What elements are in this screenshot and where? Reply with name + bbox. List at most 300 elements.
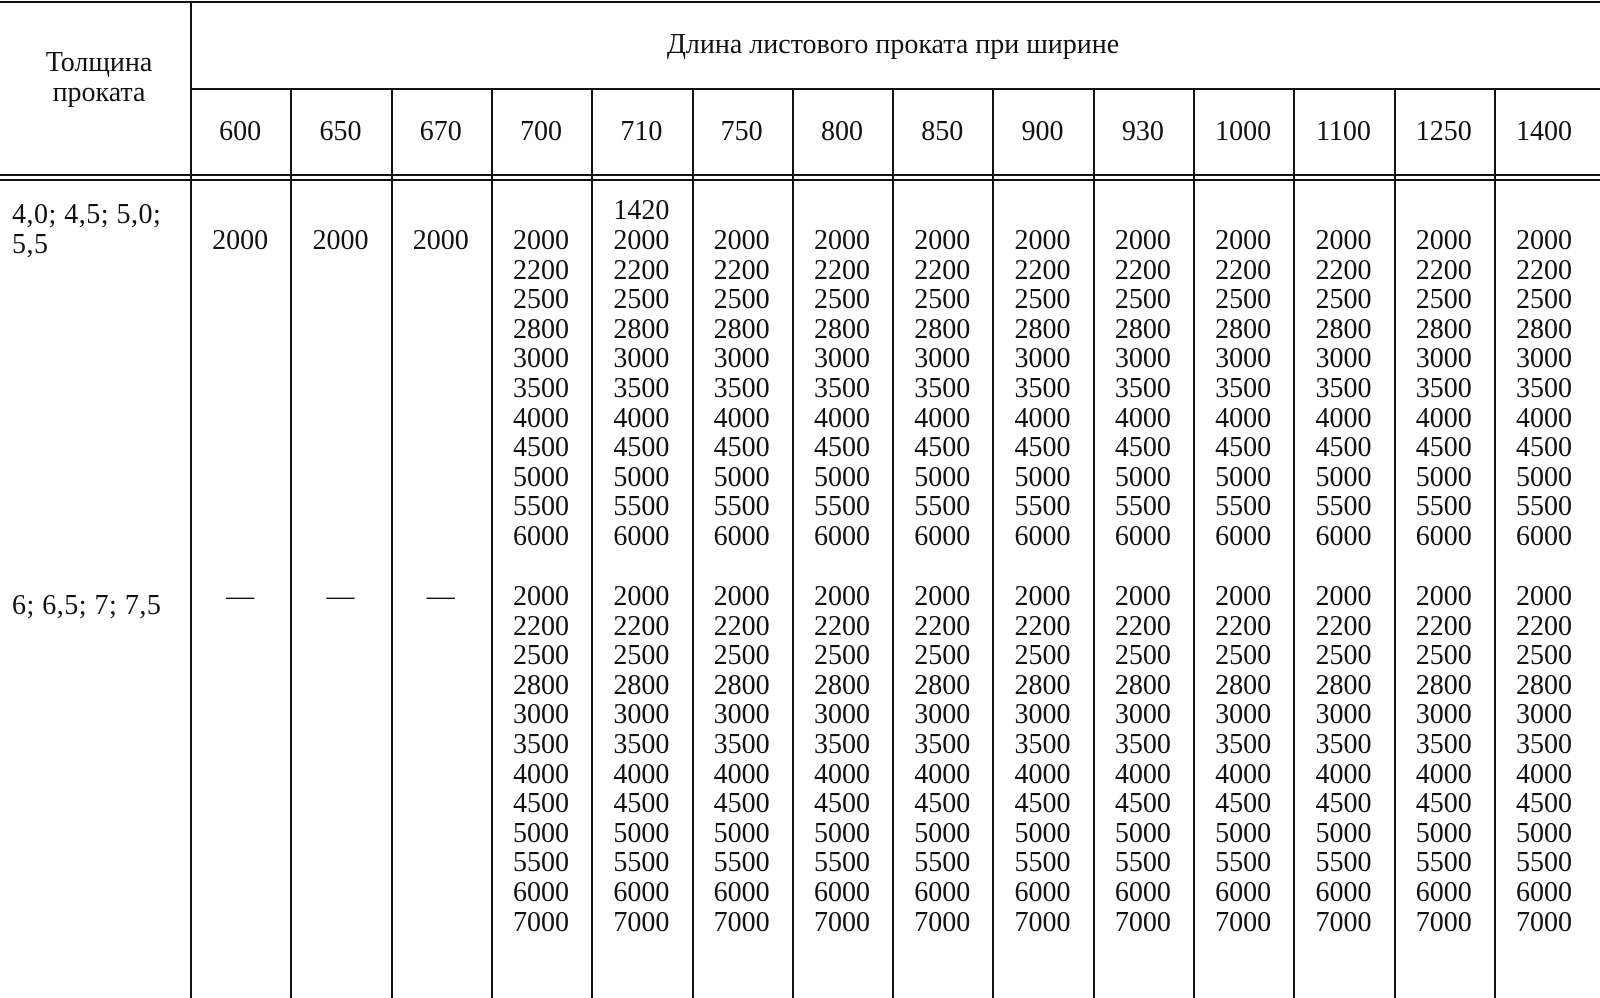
length-value: 2200 — [1014, 610, 1071, 642]
length-value: 5500 — [1516, 491, 1573, 523]
table-cell — [1198, 582, 1288, 937]
length-value: 4000 — [1114, 758, 1171, 790]
width-header-650: 650 — [319, 116, 362, 147]
length-value: 2000 — [1114, 225, 1171, 256]
length-value: 3000 — [1114, 699, 1171, 731]
length-value: 5500 — [914, 491, 971, 523]
length-value: 5500 — [1315, 491, 1372, 523]
length-value: 2800 — [1014, 669, 1071, 701]
length-value: 7000 — [513, 906, 570, 938]
length-value: 5000 — [1315, 461, 1372, 493]
length-value: 2000 — [713, 225, 770, 256]
length-value: 5500 — [1014, 491, 1071, 523]
length-value: 5500 — [1114, 847, 1171, 879]
length-value: 4500 — [1114, 788, 1171, 820]
length-value: 3500 — [1415, 728, 1472, 760]
length-value: 2000 — [1516, 581, 1573, 612]
width-header-750: 750 — [720, 116, 763, 147]
length-value: 4500 — [1114, 432, 1171, 464]
length-value: 2000 — [713, 581, 770, 612]
length-value: 2800 — [1415, 313, 1472, 345]
length-value: 6000 — [1014, 876, 1071, 908]
table-cell — [1098, 226, 1188, 552]
width-header-710: 710 — [620, 116, 663, 147]
length-value: 6000 — [1315, 520, 1372, 552]
length-value: 2000 — [1014, 581, 1071, 612]
length-value: 2000 — [1415, 581, 1472, 612]
length-value: 4500 — [513, 432, 570, 464]
length-value: 3000 — [1215, 699, 1272, 731]
length-value: 2800 — [1315, 669, 1372, 701]
length-value: 4000 — [1014, 402, 1071, 434]
thickness-header — [34, 48, 164, 108]
length-header: Длина листового проката при ширине — [666, 29, 1120, 60]
length-value: 7000 — [613, 906, 670, 938]
length-value: 5500 — [813, 847, 870, 879]
length-value: 2800 — [1114, 313, 1171, 345]
table-cell — [396, 582, 486, 612]
column-rule — [290, 88, 292, 998]
length-value: 4500 — [1014, 788, 1071, 820]
length-value: 2200 — [914, 610, 971, 642]
length-value: 3500 — [1114, 728, 1171, 760]
width-header-800: 800 — [820, 116, 863, 147]
length-value: 2000 — [212, 225, 269, 256]
length-value: 4500 — [1315, 788, 1372, 820]
length-value: 3000 — [1014, 699, 1071, 731]
length-value: 3500 — [1014, 372, 1071, 404]
length-value: 2000 — [1415, 225, 1472, 256]
length-value: 2200 — [813, 254, 870, 286]
length-value: 2500 — [914, 284, 971, 316]
length-value: 2200 — [1215, 254, 1272, 286]
length-value: 3000 — [914, 699, 971, 731]
length-value: 6000 — [1014, 520, 1071, 552]
length-value: 5500 — [1315, 847, 1372, 879]
length-value: 4000 — [914, 402, 971, 434]
table-cell — [697, 226, 787, 552]
length-value: 2800 — [1215, 313, 1272, 345]
length-value: 6000 — [1415, 520, 1472, 552]
length-value: 2800 — [1114, 669, 1171, 701]
length-value: 4000 — [1516, 402, 1573, 434]
length-value: 3500 — [1516, 728, 1573, 760]
length-value: 2000 — [914, 225, 971, 256]
length-value: 3000 — [1516, 699, 1573, 731]
column-rule — [792, 88, 794, 998]
length-value: 7000 — [1114, 906, 1171, 938]
length-value: 6000 — [613, 876, 670, 908]
length-value: 2500 — [914, 640, 971, 672]
length-value: 2200 — [1516, 254, 1573, 286]
length-value: 3500 — [914, 728, 971, 760]
length-value: 5500 — [1215, 491, 1272, 523]
length-value: — — [426, 581, 455, 612]
length-value: 4000 — [1315, 402, 1372, 434]
length-value: 7000 — [1315, 906, 1372, 938]
length-value: 5000 — [1516, 817, 1573, 849]
length-value: 6000 — [813, 876, 870, 908]
length-value: 2800 — [813, 313, 870, 345]
length-value: 6000 — [813, 520, 870, 552]
length-value: 5500 — [1516, 847, 1573, 879]
length-value: 3000 — [1315, 699, 1372, 731]
column-rule — [1494, 88, 1496, 998]
length-value: 3000 — [713, 343, 770, 375]
table-cell — [295, 582, 385, 612]
table-top-rule — [0, 1, 1600, 3]
length-value: 3000 — [1215, 343, 1272, 375]
length-value: 2500 — [1415, 284, 1472, 316]
thickness-label: 6; 6,5; 7; 7,5 — [12, 590, 162, 621]
length-value: 3500 — [1516, 372, 1573, 404]
column-rule — [491, 88, 493, 998]
table-cell — [897, 226, 987, 552]
column-rule — [1093, 88, 1095, 998]
length-value: 6000 — [1114, 520, 1171, 552]
length-value: 2500 — [813, 284, 870, 316]
length-value: 4000 — [713, 758, 770, 790]
length-value: 4000 — [1415, 758, 1472, 790]
length-value: 4000 — [613, 402, 670, 434]
table-cell — [1298, 226, 1388, 552]
length-value: 7000 — [1415, 906, 1472, 938]
length-value: 4500 — [813, 788, 870, 820]
table-cell — [797, 226, 887, 552]
length-value: 3000 — [513, 343, 570, 375]
length-value: 3000 — [713, 699, 770, 731]
length-value: 5000 — [713, 817, 770, 849]
table-cell — [897, 582, 987, 937]
length-value: 2200 — [1114, 610, 1171, 642]
length-value: 2800 — [813, 669, 870, 701]
table-cell — [496, 226, 586, 552]
length-value: 4000 — [513, 758, 570, 790]
length-value: 3500 — [813, 728, 870, 760]
length-value: 5000 — [513, 817, 570, 849]
table-cell — [998, 582, 1088, 937]
length-value: 3500 — [613, 372, 670, 404]
table-cell — [1499, 582, 1589, 937]
length-value: 2500 — [1215, 640, 1272, 672]
length-value: 4500 — [513, 788, 570, 820]
length-value: 3000 — [813, 343, 870, 375]
length-value: 3000 — [1114, 343, 1171, 375]
length-value: 4000 — [1215, 402, 1272, 434]
length-value: 5000 — [1516, 461, 1573, 493]
width-header-1100: 1100 — [1315, 116, 1371, 147]
length-value: 2800 — [1516, 313, 1573, 345]
length-value: 6000 — [613, 520, 670, 552]
length-value: 5500 — [1114, 491, 1171, 523]
length-value: 2000 — [513, 581, 570, 612]
width-header-600: 600 — [219, 116, 262, 147]
length-value: 2500 — [1014, 640, 1071, 672]
length-value: 2500 — [1215, 284, 1272, 316]
length-value: 3500 — [1315, 372, 1372, 404]
length-value: 2200 — [713, 254, 770, 286]
length-value: 2000 — [1215, 581, 1272, 612]
table-cell — [596, 582, 686, 937]
length-value: 2000 — [1315, 225, 1372, 256]
length-value: 3000 — [613, 699, 670, 731]
length-value: 3000 — [613, 343, 670, 375]
length-value: 2500 — [1114, 640, 1171, 672]
length-value: 2500 — [1415, 640, 1472, 672]
length-value: 3000 — [1516, 343, 1573, 375]
length-value: 2200 — [1114, 254, 1171, 286]
length-value: 2200 — [1415, 254, 1472, 286]
length-value: 3000 — [813, 699, 870, 731]
column-rule — [692, 88, 694, 998]
length-value: 5500 — [1415, 847, 1472, 879]
length-value: 5000 — [1315, 817, 1372, 849]
column-rule — [992, 88, 994, 998]
length-value: 7000 — [1516, 906, 1573, 938]
length-value: 3000 — [1014, 343, 1071, 375]
length-value: 2200 — [1014, 254, 1071, 286]
length-value: 2200 — [713, 610, 770, 642]
length-value: 3500 — [1215, 728, 1272, 760]
length-value: 2500 — [1315, 284, 1372, 316]
table-cell — [797, 582, 887, 937]
length-value: 4500 — [1415, 432, 1472, 464]
length-value: 5000 — [613, 817, 670, 849]
length-value: 4000 — [1014, 758, 1071, 790]
length-value: 5500 — [613, 847, 670, 879]
table-cell — [1298, 582, 1388, 937]
length-value: 4000 — [813, 402, 870, 434]
length-value: 2800 — [613, 669, 670, 701]
length-value: 5500 — [513, 491, 570, 523]
length-value: 5000 — [1415, 461, 1472, 493]
length-value: 5500 — [1215, 847, 1272, 879]
length-value: 4500 — [713, 432, 770, 464]
table-cell — [496, 582, 586, 937]
table-cell — [697, 582, 787, 937]
length-value: 2000 — [613, 581, 670, 612]
table-cell — [998, 226, 1088, 552]
length-value: 4000 — [1215, 758, 1272, 790]
header-divider-rule — [190, 88, 1600, 90]
length-value: 2200 — [1315, 610, 1372, 642]
length-value: 5000 — [613, 461, 670, 493]
length-value: 2800 — [1215, 669, 1272, 701]
table-cell — [1399, 226, 1489, 552]
length-value: 2000 — [312, 225, 369, 256]
length-value: 5000 — [813, 817, 870, 849]
length-value: 2800 — [1516, 669, 1573, 701]
length-value: 2500 — [513, 640, 570, 672]
length-value: 5000 — [1215, 817, 1272, 849]
length-value: 3500 — [513, 372, 570, 404]
thickness-header-text: Толщина проката — [45, 47, 153, 108]
length-value: 1420 — [613, 195, 670, 227]
length-value: 2200 — [513, 610, 570, 642]
length-value: 5500 — [513, 847, 570, 879]
length-value: 6000 — [1215, 876, 1272, 908]
length-value: 2500 — [1516, 284, 1573, 316]
width-header-1400: 1400 — [1516, 116, 1573, 147]
table-cell — [295, 226, 385, 256]
length-value: 4000 — [914, 758, 971, 790]
width-header-930: 930 — [1121, 116, 1164, 147]
length-value: 2800 — [713, 313, 770, 345]
length-value: 2500 — [713, 284, 770, 316]
length-value: 4500 — [613, 432, 670, 464]
length-value: 5000 — [1215, 461, 1272, 493]
length-value: 2800 — [914, 669, 971, 701]
table-cell — [195, 226, 285, 256]
length-value: 2500 — [1315, 640, 1372, 672]
length-value: 2800 — [1014, 313, 1071, 345]
column-rule — [1193, 88, 1195, 998]
length-value: 2200 — [613, 254, 670, 286]
thickness-label: 4,0; 4,5; 5,0; 5,5 — [12, 199, 162, 260]
length-value: 3500 — [613, 728, 670, 760]
length-value: 3000 — [1415, 343, 1472, 375]
length-value: 4000 — [713, 402, 770, 434]
length-value: 2800 — [613, 313, 670, 345]
column-rule — [892, 88, 894, 998]
length-value: 6000 — [1315, 876, 1372, 908]
length-value: 6000 — [513, 520, 570, 552]
length-value: 3500 — [1114, 372, 1171, 404]
length-value: 4000 — [1516, 758, 1573, 790]
length-value: 2800 — [1415, 669, 1472, 701]
length-value: 3500 — [914, 372, 971, 404]
length-value: — — [226, 581, 255, 612]
length-value: 2000 — [1014, 225, 1071, 256]
table-cell — [1499, 226, 1589, 552]
length-value: 3500 — [513, 728, 570, 760]
length-value: 2800 — [914, 313, 971, 345]
length-value: 2200 — [813, 610, 870, 642]
length-value: 2500 — [513, 284, 570, 316]
length-value: 5500 — [713, 847, 770, 879]
length-value: 5000 — [713, 461, 770, 493]
length-value: 2200 — [513, 254, 570, 286]
length-value: 2800 — [513, 669, 570, 701]
length-value: 6000 — [713, 520, 770, 552]
length-value: 3500 — [713, 728, 770, 760]
length-value: 5000 — [1415, 817, 1472, 849]
width-header-1000: 1000 — [1215, 116, 1272, 147]
length-value: 2200 — [1215, 610, 1272, 642]
length-value: 2000 — [513, 225, 570, 256]
length-value: 4500 — [1014, 432, 1071, 464]
length-value: 5500 — [1014, 847, 1071, 879]
length-value: 2000 — [1215, 225, 1272, 256]
length-value: 5000 — [1014, 817, 1071, 849]
length-value: 2500 — [1114, 284, 1171, 316]
width-header-900: 900 — [1021, 116, 1064, 147]
length-value: 5000 — [914, 817, 971, 849]
length-value: 5500 — [914, 847, 971, 879]
length-value: 2500 — [713, 640, 770, 672]
table-cell — [195, 582, 285, 612]
length-value: 2000 — [1315, 581, 1372, 612]
width-header-670: 670 — [419, 116, 462, 147]
width-header-1250: 1250 — [1415, 116, 1472, 147]
length-value: 3500 — [813, 372, 870, 404]
thickness-column-rule — [190, 1, 192, 998]
length-value: 7000 — [713, 906, 770, 938]
width-header-850: 850 — [921, 116, 964, 147]
length-value: 2500 — [1516, 640, 1573, 672]
length-value: 2800 — [1315, 313, 1372, 345]
length-value: 3000 — [513, 699, 570, 731]
length-value: 7000 — [914, 906, 971, 938]
length-value: 2800 — [513, 313, 570, 345]
length-value: 2500 — [813, 640, 870, 672]
length-value: 4000 — [513, 402, 570, 434]
length-value: 4500 — [914, 432, 971, 464]
length-value: 4000 — [1315, 758, 1372, 790]
length-value: 6000 — [914, 520, 971, 552]
length-value: 3000 — [914, 343, 971, 375]
length-value: 5000 — [914, 461, 971, 493]
length-value: 4500 — [713, 788, 770, 820]
length-value: 4500 — [613, 788, 670, 820]
length-value: 6000 — [1415, 876, 1472, 908]
length-value: 5500 — [613, 491, 670, 523]
table-cell — [1098, 582, 1188, 937]
length-value: 2200 — [1415, 610, 1472, 642]
length-value: 4500 — [1215, 788, 1272, 820]
length-value: 2000 — [412, 225, 469, 256]
length-value: 5500 — [1415, 491, 1472, 523]
header-bottom-rule-double — [0, 179, 1600, 181]
length-value: 3500 — [713, 372, 770, 404]
length-value: 2000 — [813, 225, 870, 256]
length-value: 5500 — [713, 491, 770, 523]
length-value: 2000 — [613, 224, 670, 256]
length-value: 4500 — [1215, 432, 1272, 464]
table-cell — [396, 226, 486, 256]
length-value: 3500 — [1215, 372, 1272, 404]
length-value: 6000 — [713, 876, 770, 908]
length-value: 2200 — [914, 254, 971, 286]
length-value: 2800 — [713, 669, 770, 701]
table-cell — [596, 196, 686, 551]
length-value: 5000 — [1114, 817, 1171, 849]
width-header-700: 700 — [520, 116, 563, 147]
length-value: 5000 — [1114, 461, 1171, 493]
length-value: 2500 — [1014, 284, 1071, 316]
length-value: 4500 — [1516, 788, 1573, 820]
length-value: 6000 — [513, 876, 570, 908]
length-value: 3500 — [1415, 372, 1472, 404]
length-value: 6000 — [1114, 876, 1171, 908]
length-value: 2000 — [914, 581, 971, 612]
length-value: 6000 — [1215, 520, 1272, 552]
length-value: 5000 — [513, 461, 570, 493]
length-value: 4500 — [813, 432, 870, 464]
length-value: 6000 — [1516, 520, 1573, 552]
length-value: 5500 — [813, 491, 870, 523]
header-bottom-rule — [0, 174, 1600, 176]
length-value: 5000 — [813, 461, 870, 493]
length-value: 3000 — [1415, 699, 1472, 731]
length-value: 3500 — [1315, 728, 1372, 760]
length-value: 4000 — [1114, 402, 1171, 434]
table-cell — [1399, 582, 1489, 937]
length-value: 3500 — [1014, 728, 1071, 760]
length-value: 5000 — [1014, 461, 1071, 493]
length-value: 4500 — [914, 788, 971, 820]
length-value: 4500 — [1516, 432, 1573, 464]
